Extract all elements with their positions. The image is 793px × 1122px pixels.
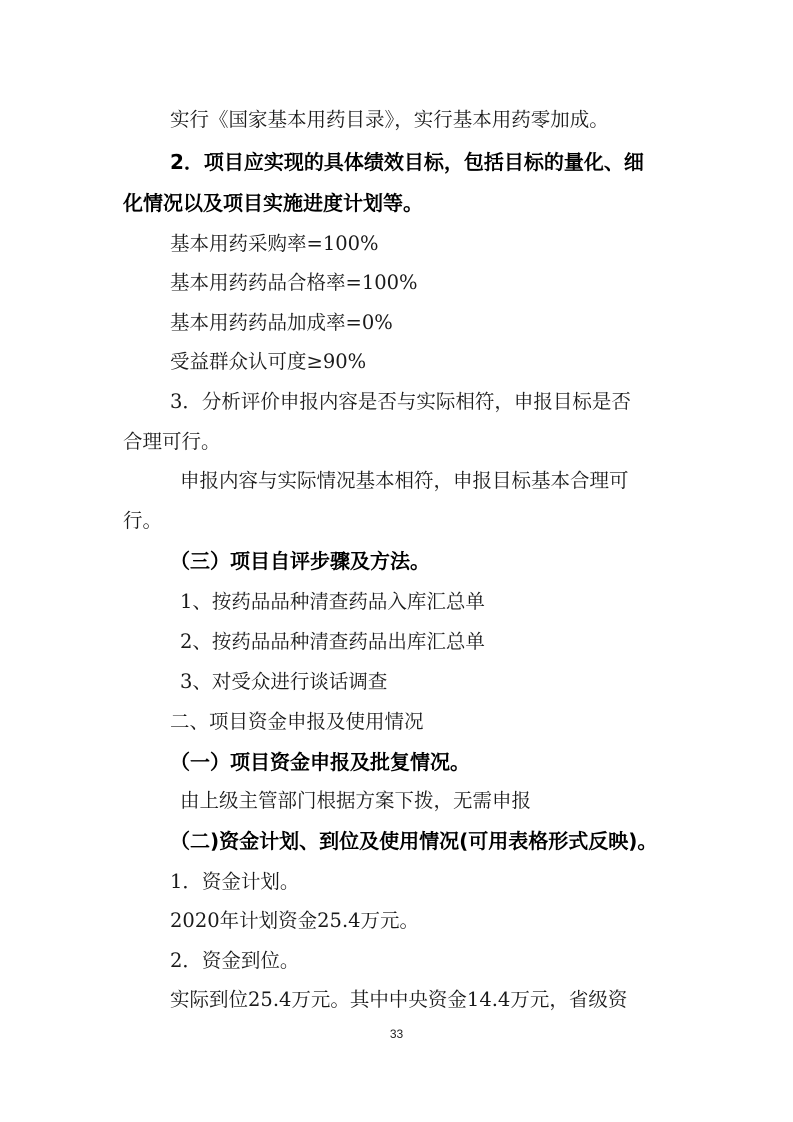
body-text-line: 1．资金计划。: [170, 870, 300, 893]
list-item: 3、对受众进行谈话调查: [180, 670, 388, 693]
body-text-line: 基本用药采购率=100%: [170, 232, 379, 255]
page-number: 33: [389, 1027, 404, 1041]
list-item: 2、按药品品种清查药品出库汇总单: [180, 630, 485, 653]
body-text-line: 基本用药药品合格率=100%: [170, 271, 418, 294]
body-text-line: 2．资金到位。: [170, 949, 300, 972]
body-text-line: 合理可行。: [123, 430, 221, 453]
section-heading: （一）项目资金申报及批复情况。: [170, 750, 470, 774]
body-text-line: 由上级主管部门根据方案下拨，无需申报: [180, 789, 532, 812]
body-text-line: 实行《国家基本用药目录》，实行基本用药零加成。: [170, 108, 609, 131]
list-item: 1、按药品品种清查药品入库汇总单: [180, 590, 485, 613]
body-text-line: 2020年计划资金25.4万元。: [170, 909, 420, 932]
bold-heading-line: 2．项目应实现的具体绩效目标，包括目标的量化、细: [170, 150, 644, 174]
body-text-line: 实际到位25.4万元。其中中央资金14.4万元，省级资: [170, 988, 628, 1011]
body-text-line: 基本用药药品加成率=0%: [170, 311, 393, 334]
section-heading: （三）项目自评步骤及方法。: [170, 549, 430, 573]
section-heading: （二)资金计划、到位及使用情况(可用表格形式反映)。: [170, 829, 658, 853]
body-text-line: 3．分析评价申报内容是否与实际相符，申报目标是否: [170, 390, 631, 413]
body-text-line: 受益群众认可度≥90%: [170, 350, 367, 373]
bold-heading-line: 化情况以及项目实施进度计划等。: [123, 191, 423, 215]
body-text-line: 行。: [123, 509, 163, 532]
body-text-line: 申报内容与实际情况基本相符，申报目标基本合理可: [180, 469, 629, 492]
section-heading: 二、项目资金申报及使用情况: [170, 710, 424, 733]
